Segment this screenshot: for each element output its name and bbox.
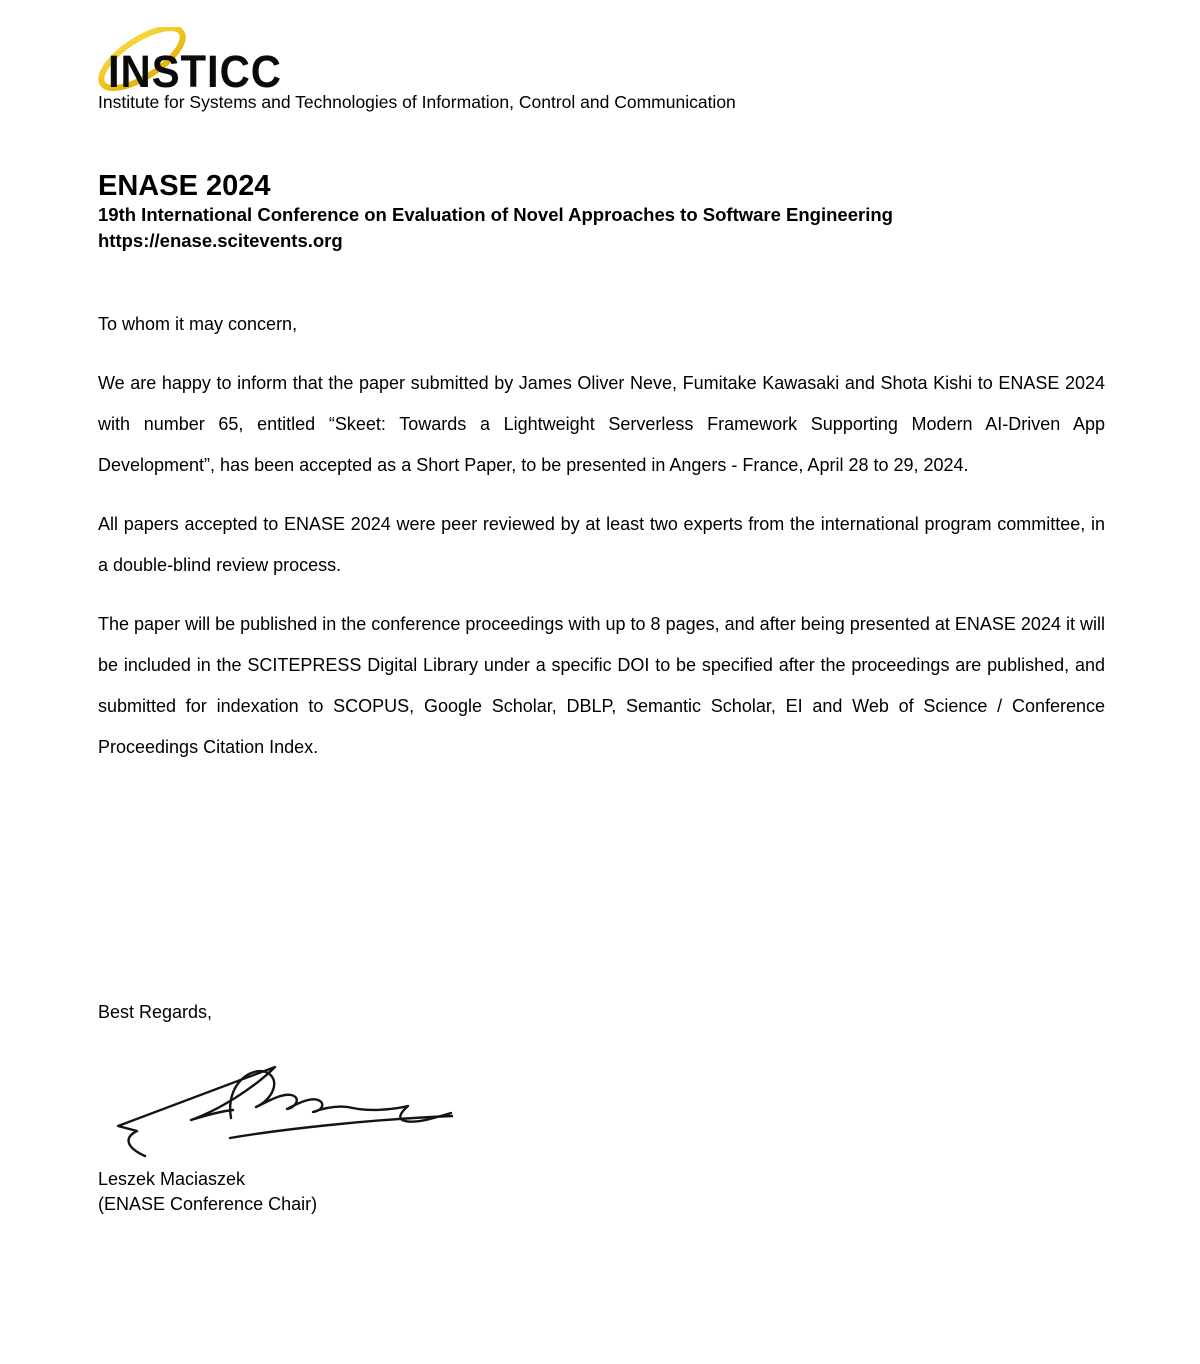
paragraph-acceptance: We are happy to inform that the paper submitted by James Oliver Neve, Fumitake Kawasaki and Shota Kishi to ENASE 2024 with number 65, entitled “Skeet: Towards a Lightweight Serverless Framework Supporting Modern AI-Driven App Development”, has been accepted as a Short Paper, to be presented in Angers - France, April 28 to 29, 2024. [98,373,1105,475]
paragraph-review: All papers accepted to ENASE 2024 were peer reviewed by at least two experts from the international program committee, in a double-blind review process. [98,514,1105,575]
paragraph-publication: The paper will be published in the conference proceedings with up to 8 pages, and after being presented at ENASE 2024 it will be included in the SCITEPRESS Digital Library under a specific DOI to be specified after the proceedings are published, and submitted for indexation to SCOPUS, Google Scholar, DBLP, Semantic Scholar, EI and Web of Science / Conference Proceedings Citation Index. [98,614,1105,757]
conference-url: https://enase.scitevents.org [98,230,343,251]
conference-block [98,170,1105,254]
insticc-logo-text: INSTICC [108,46,282,97]
signer-role: (ENASE Conference Chair) [98,1194,318,1214]
insticc-logo [98,28,418,97]
closing-block [98,992,1105,1217]
salutation: To whom it may concern, [98,314,298,334]
conference-acronym: ENASE 2024 [98,170,271,202]
institute-subtitle: Institute for Systems and Technologies of Information, Control and Communication [98,92,736,112]
letter-body [98,304,1105,768]
conference-title: 19th International Conference on Evaluation of Novel Approaches to Software Engineering [98,204,893,225]
signature-image [113,1061,453,1161]
header [98,28,1105,112]
signer-name: Leszek Maciaszek [98,1169,246,1189]
closing-text: Best Regards, [98,1002,213,1022]
